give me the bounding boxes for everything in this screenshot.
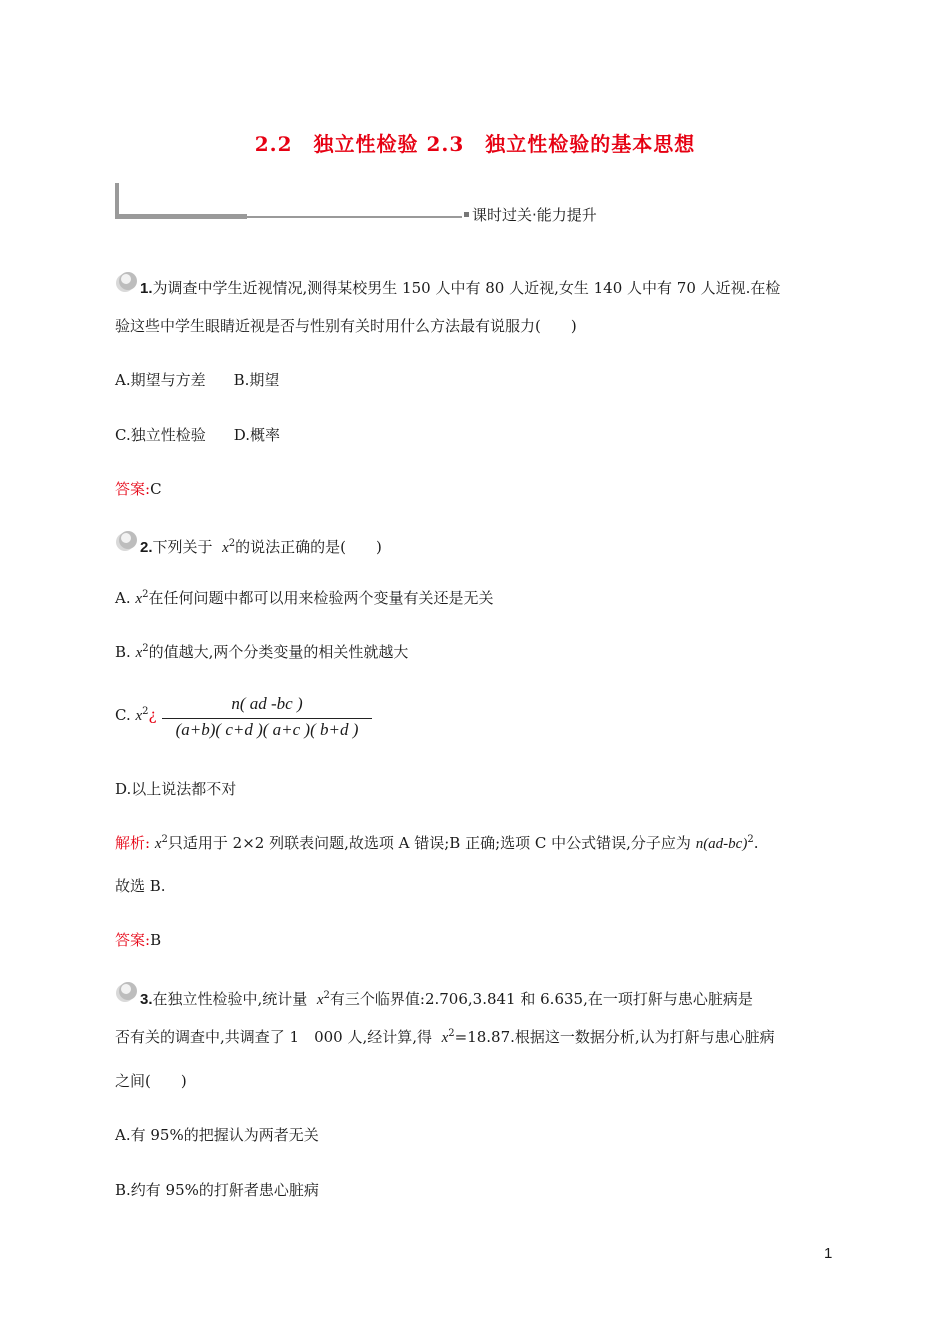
page-title: 2.2 独立性检验 2.3 独立性检验的基本思想 — [254, 132, 696, 156]
formula-denominator: (a+b)( c+d )( a+c )( b+d ) — [175, 720, 359, 739]
q2-option-d: D.以上说法都不对 — [115, 780, 237, 798]
q3-option-a: A.有 95%的把握认为两者无关 — [115, 1126, 319, 1144]
formula-numerator: n( ad -bc ) — [231, 694, 303, 713]
q2-option-c: C. $x^2¿$ — [115, 706, 157, 724]
q2-option-b: B. $x^2$的值越大,两个分类变量的相关性就越大 — [115, 643, 409, 661]
q1-answer: 答案:C — [115, 480, 162, 498]
fraction-bar — [162, 718, 372, 719]
q1-stem-line1: 1.为调查中学生近视情况,测得某校男生 150 人中有 80 人近视,女生 140 人中有 70 人近视.在检 — [140, 279, 781, 297]
q3-stem-line1: 3.在独立性检验中,统计量 $x^2$有三个临界值:2.706,3.841 和 6.635,在一项打鼾与患心脏病是 — [140, 990, 753, 1008]
q1-options-cd: C.独立性检验 D.概率 — [115, 426, 280, 444]
q2-analysis-line2: 故选 B. — [115, 877, 166, 895]
q2-answer: 答案:B — [115, 931, 162, 949]
q2-analysis-line1: 解析: $x^2$只适用于 2×2 列联表问题,故选项 A 错误;B 正确;选项 C 中公式错误,分子应为 $n(ad-bc)^2$. — [115, 834, 759, 852]
q3-stem-line3: 之间( ) — [115, 1072, 187, 1090]
q1-stem-line2: 验这些中学生眼睛近视是否与性别有关时用什么方法最有说服力( ) — [115, 317, 577, 335]
question-marker-icon — [115, 530, 139, 552]
section-divider — [115, 183, 475, 223]
q1-options-ab: A.期望与方差 B.期望 — [115, 371, 280, 389]
question-marker-icon — [115, 981, 139, 1003]
question-marker-icon — [115, 271, 139, 293]
section-label: 课时过关·能力提升 — [472, 206, 597, 224]
q2-option-a: A. $x^2$在任何问题中都可以用来检验两个变量有关还是无关 — [115, 589, 494, 607]
q3-stem-line2: 否有关的调查中,共调查了 1 000 人,经计算,得 $x^2=18.87$.根据这一数据分析,认为打鼾与患心脏病 — [115, 1028, 775, 1046]
page-number: 1 — [824, 1245, 833, 1262]
q2-stem: 2.下列关于 $x^2$的说法正确的是( ) — [140, 538, 382, 556]
q3-option-b: B.约有 95%的打鼾者患心脏病 — [115, 1181, 319, 1199]
